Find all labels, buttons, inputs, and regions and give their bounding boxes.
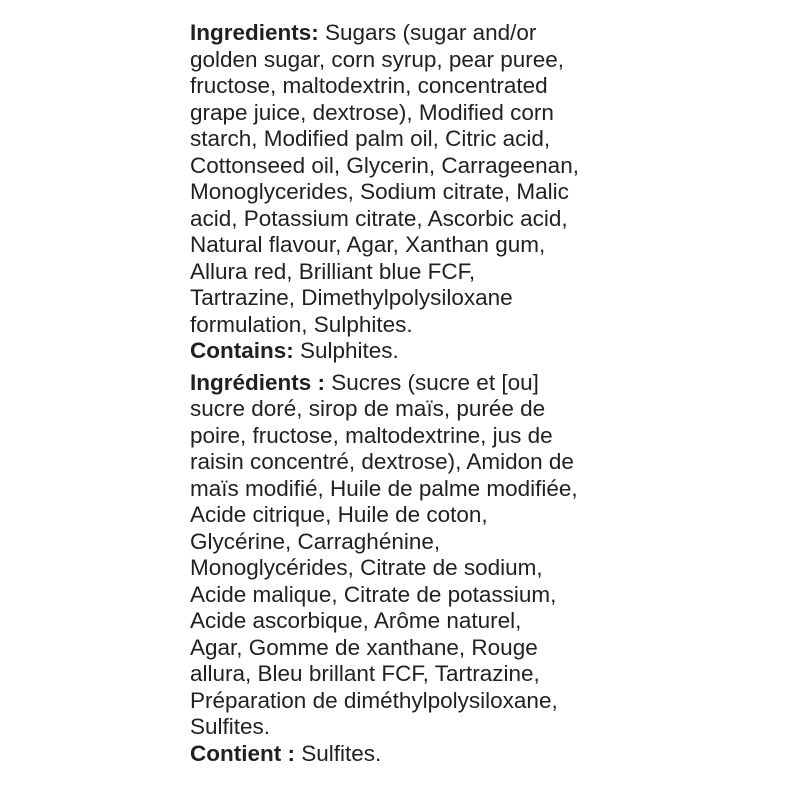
french-ingredients-line: Acide malique, Citrate de potassium, xyxy=(190,581,557,607)
english-ingredients-text: Sugars (sugar and/or xyxy=(318,20,537,45)
french-ingredients-line: Monoglycérides, Citrate de sodium, xyxy=(190,555,543,580)
french-ingredients-line: maïs modifié, Huile de palme modifiée, xyxy=(190,475,578,501)
french-contains-text: Sulfites. xyxy=(294,740,382,766)
english-ingredients-line: Monoglycerides, Sodium citrate, Malic xyxy=(190,179,569,204)
english-ingredients-block xyxy=(190,20,630,365)
english-ingredients-line: grape juice, dextrose), Modified corn xyxy=(190,99,554,125)
english-ingredients-line: acid, Potassium citrate, Ascorbic acid, xyxy=(190,205,568,231)
english-contains-heading: Contains: xyxy=(190,338,294,363)
french-ingredients-line xyxy=(190,370,630,397)
english-contains-text: Sulphites. xyxy=(293,338,399,363)
french-contains-heading: Contient : xyxy=(190,740,295,766)
french-contains-line xyxy=(190,741,630,768)
english-ingredients-line: golden sugar, corn syrup, pear puree, xyxy=(190,46,564,72)
french-ingredients-line: Acide ascorbique, Arôme naturel, xyxy=(190,608,522,633)
french-ingredients-line: Agar, Gomme de xanthane, Rouge xyxy=(190,634,538,660)
french-ingredients-line: Acide citrique, Huile de coton, xyxy=(190,502,488,527)
english-ingredients-line: Cottonseed oil, Glycerin, Carrageenan, xyxy=(190,152,579,178)
french-ingredients-line: Préparation de diméthylpolysiloxane, xyxy=(190,687,558,713)
english-ingredients-line: Tartrazine, Dimethylpolysiloxane xyxy=(190,285,513,310)
english-contains-line xyxy=(190,338,630,365)
ingredient-label-panel xyxy=(190,20,630,767)
french-ingredients-heading: Ingrédients : xyxy=(190,369,326,395)
english-ingredients-line xyxy=(190,20,630,47)
french-ingredients-line: poire, fructose, maltodextrine, jus de xyxy=(190,422,553,448)
french-ingredients-line: Sulfites. xyxy=(190,714,271,739)
french-ingredients-line: allura, Bleu brillant FCF, Tartrazine, xyxy=(190,661,540,686)
french-ingredients-text: Sucres (sucre et [ou] xyxy=(325,369,539,395)
english-ingredients-line: fructose, maltodextrin, concentrated xyxy=(190,73,548,98)
english-ingredients-line: formulation, Sulphites. xyxy=(190,311,413,337)
french-ingredients-line: raisin concentré, dextrose), Amidon de xyxy=(190,449,574,474)
french-ingredients-line: Glycérine, Carraghénine, xyxy=(190,528,441,554)
french-ingredients-block xyxy=(190,370,630,768)
english-ingredients-heading: Ingredients: xyxy=(190,20,319,45)
english-ingredients-line: Allura red, Brilliant blue FCF, xyxy=(190,258,476,284)
french-ingredients-line: sucre doré, sirop de maïs, purée de xyxy=(190,396,546,421)
english-ingredients-line: Natural flavour, Agar, Xanthan gum, xyxy=(190,232,546,257)
english-ingredients-line: starch, Modified palm oil, Citric acid, xyxy=(190,126,551,151)
